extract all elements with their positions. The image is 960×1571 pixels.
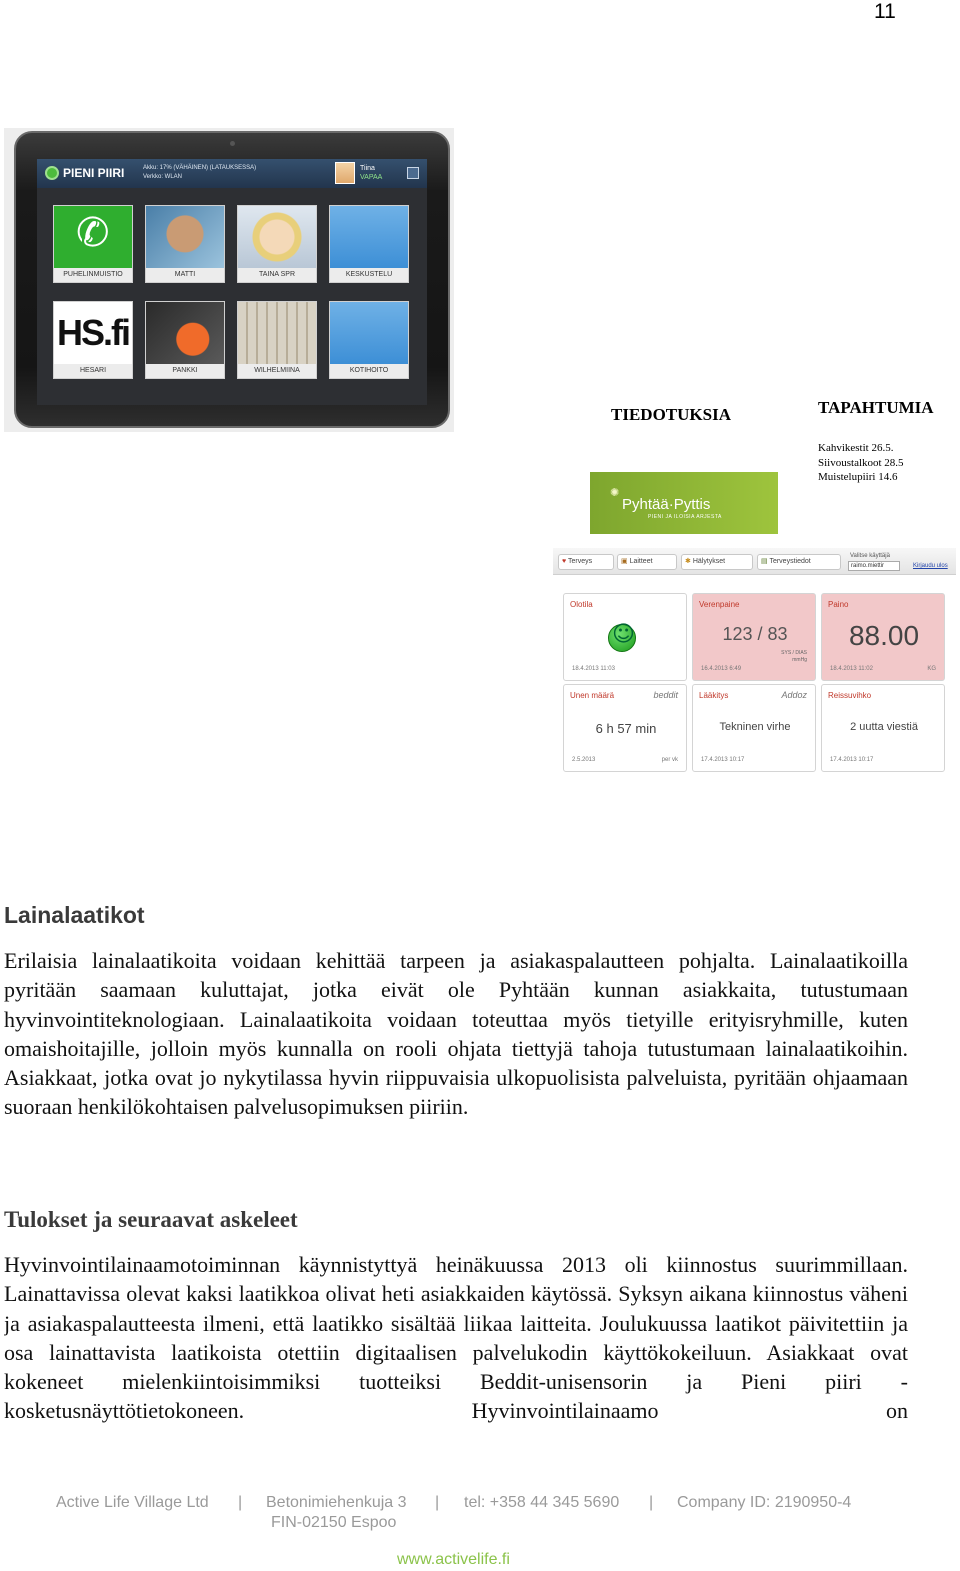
footer-separator: | xyxy=(435,1494,440,1511)
logo-tagline: PIENI JA ILOISIA ARJESTA xyxy=(648,514,722,520)
card-date: 18.4.2013 11:02 xyxy=(830,666,873,672)
tablet-brand xyxy=(45,166,124,180)
section-title: Tulokset ja seuraavat askeleet xyxy=(4,1207,298,1232)
nav-laitteet xyxy=(617,554,677,570)
user-select-label: Valitse käyttäjä xyxy=(850,553,890,559)
tile-label: HESARI xyxy=(54,364,132,378)
card-date: 18.4.2013 11:03 xyxy=(572,666,615,672)
section-title: Lainalaatikot xyxy=(4,902,145,928)
tile-taina-spr xyxy=(237,205,317,283)
card-laakitys xyxy=(692,684,816,772)
nav-label: Terveys xyxy=(567,558,593,565)
nav-label: Terveystiedot xyxy=(769,558,811,565)
camera-icon xyxy=(230,141,235,146)
home-care-tile-image xyxy=(330,302,408,364)
tablet-photo xyxy=(14,131,450,428)
device-icon: ▣ xyxy=(621,558,628,565)
footer-website-link[interactable]: www.activelife.fi xyxy=(397,1551,510,1568)
nav-label: Laitteet xyxy=(629,558,653,565)
tile-pankki xyxy=(145,301,225,379)
battery-status: Akku: 17% (VÄHÄINEN) (LATAUKSESSA) xyxy=(143,165,257,171)
events-list xyxy=(818,441,904,485)
card-title: Unen määrä xyxy=(570,691,615,700)
card-verenpaine xyxy=(692,593,816,681)
logo-name: Pyhtää·Pyttis xyxy=(622,496,711,513)
heart-icon: ♥ xyxy=(562,558,567,565)
tablet-brand-name: PIENI PIIRI xyxy=(63,166,125,180)
sun-icon: ✺ xyxy=(610,487,620,499)
card-value: Tekninen virhe xyxy=(719,721,791,733)
tile-label: MATTI xyxy=(146,268,224,282)
tablet-status xyxy=(143,164,256,182)
tablet-user-name: Tiina xyxy=(360,165,375,172)
footer-city: FIN-02150 Espoo xyxy=(271,1514,397,1531)
paragraph: Hyvinvointilainaamotoiminnan käynnistyttyä heinäkuussa 2013 oli kiinnostus suurimmillaan. Lainattavissa olevat kaksi laatikkoa olivat heti asiakkaiden käytössä. Syksyn aikana kiinnostus väheni ja asiakaspalautteesta ilmeni, että laatikko sisältää liikaa laitteita. Joulukuussa laatikot päivitettiin ja osa lainattavista laatikoista otettiin digitaalisen palvelukodin käyttökokeiluun. Asiakkaat ovat kokeneet mielenkiintoisimmiksi tuotteiksi Beddit-unisensorin ja Pieni piiri -kosketusnäyttötietokoneen. Hyvinvointilainaamo on xyxy=(4,1252,908,1424)
pieni-piiri-logo-icon xyxy=(45,166,59,180)
card-value: 6 h 57 min xyxy=(595,721,657,736)
card-sub-line: mmHg xyxy=(792,657,807,663)
nav-terveys xyxy=(558,554,614,570)
card-olotila xyxy=(563,593,687,681)
smiley-icon xyxy=(608,624,636,652)
card-date: 16.4.2013 6:49 xyxy=(701,666,742,672)
page-number: 11 xyxy=(874,0,896,23)
footer-company-id: Company ID: 2190950-4 xyxy=(677,1494,852,1511)
avatar xyxy=(335,162,355,184)
tile-label: PANKKI xyxy=(146,364,224,378)
nav-halytykset xyxy=(681,554,753,570)
tablet-screen xyxy=(37,159,427,405)
card-date: 17.4.2013 10:17 xyxy=(830,757,874,763)
tile-wilhelmiina xyxy=(237,301,317,379)
logout-link: Kirjaudu ulos xyxy=(913,563,948,569)
phone-icon xyxy=(54,206,132,268)
card-title: Reissuvihko xyxy=(828,691,872,700)
chat-tile-image xyxy=(330,206,408,268)
card-unit: KG xyxy=(927,666,936,672)
network-status: Verkko: WLAN xyxy=(143,174,183,180)
heading-tapahtumia: TAPAHTUMIA xyxy=(818,398,934,417)
footer-street: Betonimiehenkuja 3 xyxy=(266,1494,407,1511)
tile-label: KOTIHOITO xyxy=(330,364,408,378)
dashboard-nav xyxy=(553,548,956,575)
card-title: Olotila xyxy=(570,600,593,609)
card-date: 17.4.2013 10:17 xyxy=(701,757,745,763)
tile-label: KESKUSTELU xyxy=(330,268,408,282)
tile-label: PUHELINMUISTIO xyxy=(54,268,132,282)
heading-tiedotuksia: TIEDOTUKSIA xyxy=(611,405,731,424)
tile-matti xyxy=(145,205,225,283)
tile-puhelinmuistio xyxy=(53,205,133,283)
logout-icon xyxy=(407,167,419,179)
card-title: Verenpaine xyxy=(699,600,740,609)
card-title: Lääkitys xyxy=(699,691,729,700)
tile-label: WILHELMIINA xyxy=(238,364,316,378)
hs-logo: HS.fi xyxy=(54,302,132,364)
card-value: 88.00 xyxy=(848,620,920,651)
list-item: Kahvikestit 26.5. xyxy=(818,442,894,454)
card-paino xyxy=(821,593,945,681)
card-value: 2 uutta viestiä xyxy=(850,721,918,733)
list-item: Siivoustalkoot 28.5 xyxy=(818,456,904,469)
card-reissuvihko xyxy=(821,684,945,772)
footer-company: Active Life Village Ltd xyxy=(56,1494,209,1511)
card-value: 123 / 83 xyxy=(722,624,788,644)
card-sub-line: SYS / DIAS xyxy=(781,650,807,656)
tablet-user-status: VAPAA xyxy=(360,174,383,181)
person-photo xyxy=(238,206,316,268)
nav-label: Hälytykset xyxy=(692,558,726,565)
building-image xyxy=(238,302,316,364)
list-item: Muistelupiiri 14.6 xyxy=(818,471,898,483)
tile-kotihoito xyxy=(329,301,409,379)
card-unen-maara xyxy=(563,684,687,772)
tile-keskustelu xyxy=(329,205,409,283)
chart-icon: ▤ xyxy=(761,558,768,565)
pyhtaa-logo xyxy=(590,472,778,534)
card-sub xyxy=(781,650,807,664)
tile-hesari xyxy=(53,301,133,379)
card-title: Paino xyxy=(828,600,849,609)
card-date: 2.5.2013 xyxy=(572,757,596,763)
footer-separator: | xyxy=(649,1494,654,1511)
tile-label: TAINA SPR xyxy=(238,268,316,282)
footer-separator: | xyxy=(238,1494,243,1511)
tablet-status-bar xyxy=(37,159,427,188)
piggy-bank-image xyxy=(146,302,224,364)
alarm-icon: ✱ xyxy=(685,558,691,565)
card-unit: per vk xyxy=(661,757,678,763)
nav-terveystiedot xyxy=(757,554,841,570)
health-dashboard xyxy=(553,548,956,773)
footer-tel: tel: +358 44 345 5690 xyxy=(464,1494,620,1511)
person-photo xyxy=(146,206,224,268)
card-brand: Addoz xyxy=(781,690,807,700)
tablet-user xyxy=(335,162,382,184)
paragraph: Erilaisia lainalaatikoita voidaan kehittää tarpeen ja asiakaspalautteen pohjalta. Lainalaatikoilla pyritään saamaan kuluttajat, jotka eivät ole Pyhtään kunnan asiakkaita, tutustumaan hyvinvointiteknologiaan. Lainalaatikoita voidaan toteuttaa myös tietyille erityisryhmille, kuten omaishoitajille, jolloin myös kunnalla on rooli ohjata tiettyjä tahoja tutustumaan lainalaatikoihin. Asiakkaat, jotka ovat jo nykytilassa hyvin riippuvaisia ulkopuolisista palveluista, pyritään ohjaamaan suoraan henkilökohtaisen palvelusopimuksen piiriin. xyxy=(4,948,908,1120)
user-select: raimo.miettir xyxy=(848,561,900,571)
card-brand: beddit xyxy=(653,690,678,700)
